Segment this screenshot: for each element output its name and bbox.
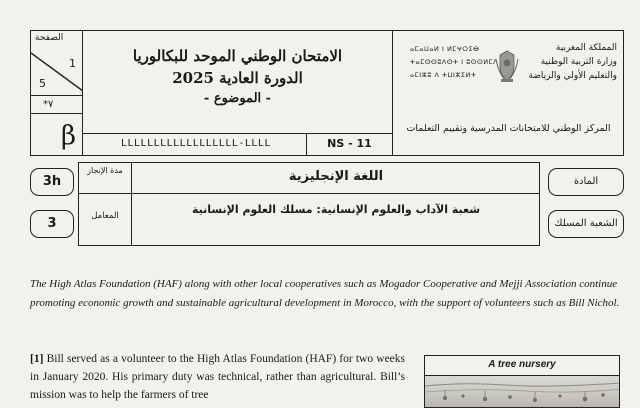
exam-session: الدورة العادية 2025 [172, 69, 303, 87]
exam-title-box [83, 31, 393, 155]
tree-nursery-figure [424, 355, 620, 408]
page-total: 5 [39, 77, 46, 90]
figure-caption: A tree nursery [425, 356, 619, 376]
barcode: LLLLLLLLLLLLLLLLLL-LLLL [121, 138, 271, 149]
page-info-box [31, 31, 83, 155]
paragraph-number: [1] [30, 353, 44, 365]
page-marker: *٧ [43, 99, 54, 110]
subject-label: المادة [548, 168, 624, 196]
exam-title: الامتحان الوطني الموحد للبكالوريا [132, 47, 343, 65]
coat-of-arms-icon [494, 49, 520, 83]
subject-row [30, 162, 624, 246]
nursery-image-icon [425, 376, 619, 407]
branch-name: شعبة الآداب والعلوم الإنسانية: مسلك العلوم الإنسانية [191, 203, 481, 216]
exam-section: - الموضوع - [203, 91, 272, 106]
page-number: 1 [69, 57, 76, 70]
coefficient-label: المعامل [91, 211, 119, 221]
duration-value: 3h [30, 168, 74, 196]
exam-header [30, 30, 624, 156]
divider [31, 95, 83, 96]
exam-variant: β [61, 121, 77, 151]
divider [31, 113, 83, 114]
ministry-box [394, 31, 623, 155]
duration-label: مدة الإنجاز [87, 166, 123, 175]
tree-nursery-photo [425, 376, 619, 407]
ministry-name: المملكة المغربية وزارة التربية الوطنية والتعليم الأولي والرياضة [528, 43, 617, 81]
coefficient-value: 3 [30, 210, 74, 238]
paragraph-text: Bill served as a volunteer to the High Atlas Foundation (HAF) for two weeks in January 2020. His primary duty was technical, rather than agricultural. Bill’s mission was to help the farmers of tree [30, 353, 405, 401]
paragraph-1 [30, 350, 405, 404]
subject-grid [78, 162, 540, 246]
tifinagh-text: ⴰⵎⴰⵡⴰⵍ ⵏ ⵍⵎⵖⵔⵉⴱ ⵜⴰⵎⵙⵙⵓⴷⵙⵜ ⵏ ⵓⵙⵙⵍⵎⴷ ⴰⵎⵏⵣⵓ ⴷ ⵜⵡⵏⵣⵉⵍⵜ [410, 45, 499, 79]
intro-text: The High Atlas Foundation (HAF) along with other local cooperatives such as Mogador Cooperative and Mejji Association continue promoting economic growth and sustainable agricultural development in Morocco, with the support of volunteers such as Bill Nichol. [30, 278, 620, 309]
subject-name: اللغة الإنجليزية [288, 169, 384, 184]
branch-label: الشعبة المسلك [548, 210, 624, 238]
code-bar [83, 133, 392, 155]
divider [79, 193, 539, 194]
exam-center: المركز الوطني للامتحانات المدرسية وتقييم التعلمات [406, 123, 611, 134]
page-label: الصفحة [35, 33, 64, 43]
exam-code: NS - 11 [306, 134, 392, 155]
